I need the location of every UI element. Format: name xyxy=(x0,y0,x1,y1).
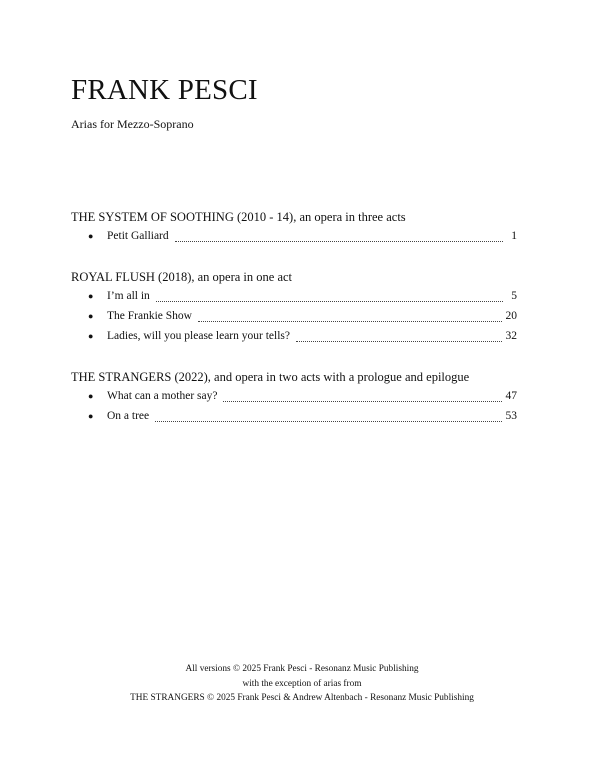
dot-leader xyxy=(198,321,502,322)
entry-title: On a tree xyxy=(107,410,150,422)
section-heading: ROYAL FLUSH (2018), an opera in one act xyxy=(71,270,293,284)
entry-title: What can a mother say? xyxy=(107,390,218,402)
table-of-contents xyxy=(71,208,517,448)
toc-entry xyxy=(71,326,517,346)
toc-entry xyxy=(71,286,517,306)
bullet-icon: ● xyxy=(88,411,94,421)
bullet-icon: ● xyxy=(88,231,94,241)
entry-page-number: 1 xyxy=(511,230,517,242)
toc-entry xyxy=(71,406,517,426)
entry-title: I’m all in xyxy=(107,290,150,302)
dot-leader xyxy=(296,341,502,342)
footer-line: THE STRANGERS © 2025 Frank Pesci & Andrew Altenbach - Resonanz Music Publishing xyxy=(130,693,474,703)
bullet-icon: ● xyxy=(88,291,94,301)
dot-leader xyxy=(156,301,503,302)
footer-line: with the exception of arias from xyxy=(242,678,362,689)
dot-leader xyxy=(175,241,503,242)
entry-title: Petit Galliard xyxy=(107,230,169,242)
toc-entry xyxy=(71,226,517,246)
bullet-icon: ● xyxy=(88,311,94,321)
toc-section xyxy=(71,268,517,346)
dot-leader xyxy=(223,401,501,402)
toc-section xyxy=(71,208,517,246)
entry-title: Ladies, will you please learn your tells? xyxy=(107,330,290,342)
toc-entry xyxy=(71,386,517,406)
entry-page-number: 32 xyxy=(505,330,517,342)
dot-leader xyxy=(155,421,501,422)
bullet-icon: ● xyxy=(88,391,94,401)
entry-page-number: 20 xyxy=(505,310,517,322)
entry-page-number: 5 xyxy=(511,290,517,302)
entry-title: The Frankie Show xyxy=(107,310,192,322)
section-heading: THE STRANGERS (2022), and opera in two acts with a prologue and epilogue xyxy=(71,370,470,384)
bullet-icon: ● xyxy=(88,331,94,341)
entry-page-number: 53 xyxy=(505,410,517,422)
composer-title: FRANK PESCI xyxy=(71,74,258,106)
copyright-footer xyxy=(0,662,604,706)
footer-line: All versions © 2025 Frank Pesci - Resonanz Music Publishing xyxy=(185,664,419,674)
toc-section xyxy=(71,368,517,426)
toc-entry xyxy=(71,306,517,326)
document-subtitle: Arias for Mezzo-Soprano xyxy=(71,117,194,131)
entry-page-number: 47 xyxy=(505,390,517,402)
section-heading: THE SYSTEM OF SOOTHING (2010 - 14), an opera in three acts xyxy=(71,210,406,224)
